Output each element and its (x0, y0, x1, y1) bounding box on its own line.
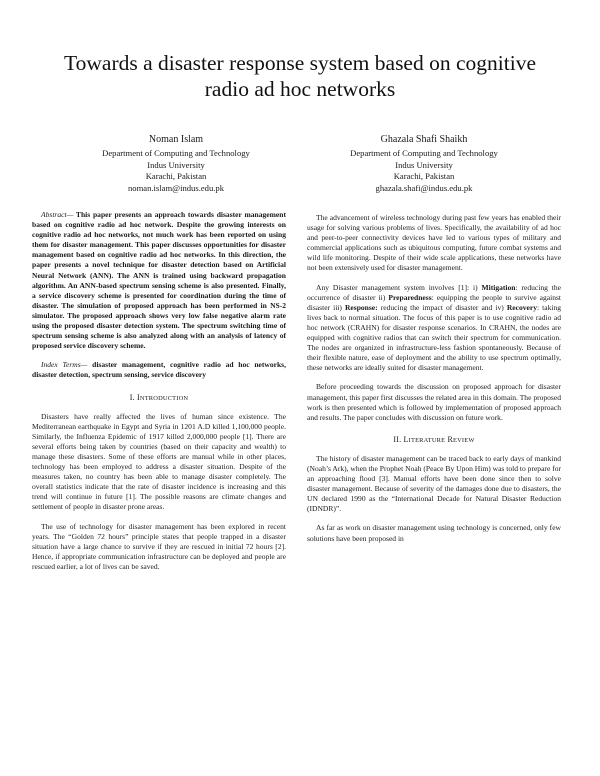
paragraph-disaster-phases: Any Disaster management system involves [1]: i) Mitigation: reducing the occurrence of disaster ii) Preparedness: equipping the people to survive against disaster iii) Response: reducing the impact of disaster and iv) Recovery: taking lives back to normal situation. The focus of this paper is to use cognitive radio ad hoc network (CRAHN) for disaster response scenarios. In CRAHN, the nodes are equipped with cognitive radios that can switch their spectrum for communication. The nodes are organized in infrastructure-less fashion spontaneously. Because of their flexible nature, ease of deployment and the ability to use spectrum optimally, these networks are ideally suited for disaster management. (307, 282, 561, 373)
abstract-lead: Abstract— (41, 210, 74, 219)
paragraph: Before proceeding towards the discussion on proposed approach for disaster management, this paper first discusses the related area in this domain. The proposed work is then presented which is followed by implementation of proposed approach and results. The paper concludes with discussion on future work. (307, 382, 561, 422)
paragraph: Disasters have really affected the lives of human since existence. The Mediterranean earthquake in Egypt and Syria in 1201 A.D killed 1,100,000 people. Similarly, the Influenza Epidemic of 1917 killed 2,000,000 people [1]. There are several efforts being taken by countries (based on their capacity and wealth) to manage these disasters. Some of these efforts are manual while in other places, technology has been employed to address a disaster situation. Despite of the measures taken, no country has been able to manage disaster completely. The overall statistics indicate that the rate of disaster incidence is increasing and this trend will continue in future [1]. The possible reasons are climate changes and settlement of people in disaster prone areas. (32, 411, 286, 512)
index-terms-text: disaster management, cognitive radio ad hoc networks, disaster detection, spectrum sensing, service discovery (32, 360, 286, 380)
author-name: Noman Islam (148, 134, 204, 145)
term-response: Response: (344, 302, 378, 312)
author-university: Indus University (147, 159, 205, 170)
term-mitigation: Mitigation (481, 282, 516, 292)
right-column (307, 213, 561, 553)
paragraph: The advancement of wireless technology during past few years has enabled their usage for solving various problems of lives. Specifically, the availability of ad hoc and peer-to-peer connectivity devices have led to various types of military and commercial applications such as ubiquitous computing, future combat systems and wild life monitoring. Despite of their wide scale applications, these networks have not been extensively used for disaster management. (307, 213, 561, 273)
paragraph: As far as work on disaster management using technology is concerned, only few solutions have been proposed in (307, 523, 561, 543)
paragraph: The history of disaster management can be traced back to early days of mankind (Noah’s Ark), when the Prophet Noah (Peace By Upon Him) was told to prepare for an approaching flood [3]. Manual efforts have been done since then to solve disaster management. Because of severity of the damages done due to disasters, the UN declared 1990 as the “International Decade for Natural Disaster Reduction (IDNDR)”. (307, 453, 561, 514)
author-email: noman.islam@indus.edu.pk (128, 182, 224, 193)
author-city: Karachi, Pakistan (393, 171, 455, 182)
section-heading-introduction: I. INTRODUCTION (129, 392, 189, 402)
left-column (32, 210, 286, 581)
author-department: Department of Computing and Technology (350, 148, 498, 158)
paragraph: The use of technology for disaster management has been explored in recent years. The “Golden 72 hours” principle states that people trapped in a disaster situation have a large chance to survive if they are rescued in initial 72 hours [2]. Hence, if appropriate communication infrastructure can be deployed and people are rescued earlier, a lot of lives can be saved. (32, 521, 286, 571)
abstract (32, 210, 286, 351)
index-terms-lead: Index Terms— (41, 360, 88, 370)
paper-title: Towards a disaster response system based on cognitive radio ad hoc networks (64, 51, 536, 101)
author-department: Department of Computing and Technology (102, 148, 250, 158)
term-preparedness: Preparedness (388, 292, 432, 302)
abstract-text: This paper presents an approach towards disaster management based on cognitive radio ad hoc network. Despite the growing interests on cognitive radio ad hoc networks, not much work has been reported on using them for disaster management. This paper discusses opportunities for disaster management based on cognitive radio ad hoc networks. In this direction, the paper presents a novel technique for disaster detection based on Artificial Neural Network (ANN). The ANN is trained using backward propagation algorithm. An ANN-based spectrum sensing scheme is also presented. Finally, a service discovery scheme is presented for coordination during the time of disaster. The simulation of proposed approach has been performed in NS-2 simulator. The proposed approach shows very low false negative alarm rate using the proposed disaster detection system. The spectrum switching time of spectrum sensing scheme is also analyzed along with an analysis of latency of proposed service discovery scheme. (32, 210, 286, 351)
author-university: Indus University (395, 159, 453, 170)
author-city: Karachi, Pakistan (145, 171, 207, 182)
term-recovery: Recovery (506, 302, 537, 312)
section-heading-literature-review: II. LITERATURE REVIEW (393, 434, 475, 444)
author-name: Ghazala Shafi Shaikh (380, 134, 468, 145)
author-block-2 (304, 133, 544, 194)
author-block-1 (56, 133, 296, 194)
author-email: ghazala.shafi@indus.edu.pk (375, 182, 473, 193)
index-terms (32, 360, 286, 380)
